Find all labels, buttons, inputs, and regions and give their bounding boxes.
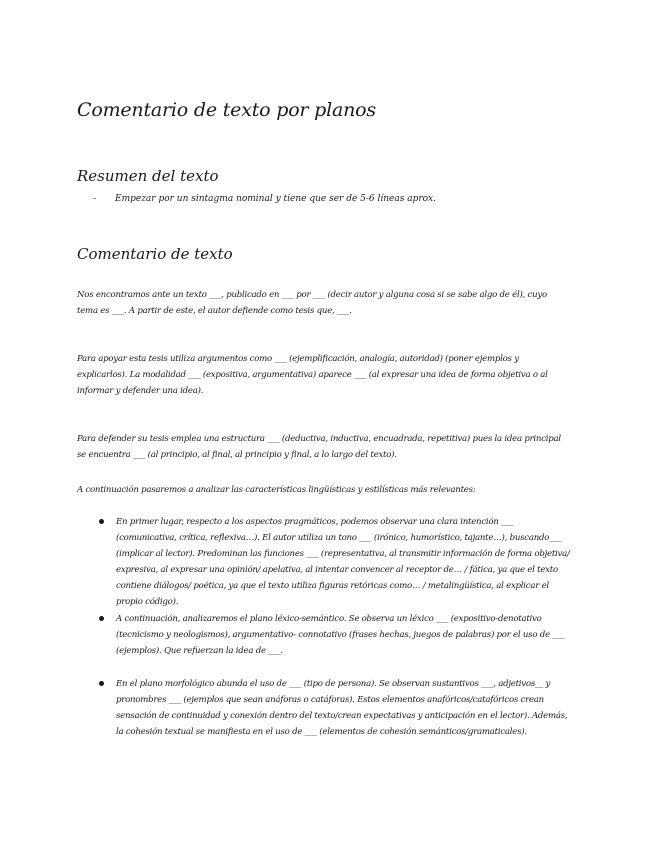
list-item-text: En el plano morfológico abunda el uso de ___ (tipo de persona). Se observan sustantivos ___, adjetivos__ y pronombres ___ (ejemplos que sean anáforas o catáforas). Estos elementos anafóricos/catafóricos crean sensación de continuidad y conexión dentro del texto/crean expectativas y anticipación en el lector). Además, la cohesión textual se manifiesta en el uso de ___ (elementos de cohesión semánticos/gramaticales). [116, 679, 568, 737]
paragraph-argumentos: Para apoyar esta tesis utiliza argumentos como ___ (ejemplificación, analogía, autoridad) (poner ejemplos y explicarlos). La modalidad ___ (expositiva, argumentativa) aparece ___ (al expresar una idea de forma objetiva o al informar y defender una idea). [77, 354, 548, 396]
resumen-item-text: Empezar por un sintagma nominal y tiene que ser de 5-6 líneas aprox. [115, 194, 436, 204]
list-item-morfologico [77, 676, 573, 740]
resumen-list-item [93, 194, 436, 204]
list-item-lexico [77, 611, 573, 659]
list-item-text: A continuación, analizaremos el plano léxico-semántico. Se observa un léxico ___ (expositivo-denotativo (tecnicismo y neologismos), argumentativo- connotativo (frases hechas, juegos de palabras) por el uso de ___ (ejemplos). Que refuerzan la idea de ___. [116, 614, 565, 656]
bullet-dot-icon [99, 616, 104, 621]
paragraph-estructura: Para defender su tesis emplea una estructura ___ (deductiva, inductiva, encuadrada, repetitiva) pues la idea principal se encuentra ___ (al principio, al final, al principio y final, a lo largo del texto). [77, 434, 561, 460]
list-item-text: En primer lugar, respecto a los aspectos pragmáticos, podemos observar una clara intención ___ (comunicativa, crítica, reflexiva…). El autor utiliza un tono ___ (irónico, humorístico, tajante…), buscando___ (implicar al lector). Predominan las funciones ___ (representativa, al transmitir información de forma objetiva/ expresiva, al expresar una opinión/ apelativa, al intentar convencer al receptor de… / fática, ya que el texto contiene diálogos/ poética, ya que el texto utiliza figuras retóricas como… / metalingüística, al explicar el propio código). [116, 517, 570, 607]
section-heading-resumen: Resumen del texto [77, 167, 219, 185]
bullet-dot-icon [99, 681, 104, 686]
dash-marker: - [93, 194, 97, 204]
paragraph-transicion: A continuación pasaremos a analizar las características lingüísticas y estilísticas más relevantes: [77, 485, 476, 495]
section-heading-comentario: Comentario de texto [77, 245, 233, 263]
list-item-pragmatico [77, 514, 573, 610]
document-title: Comentario de texto por planos [77, 99, 376, 121]
paragraph-intro: Nos encontramos ante un texto ___, publicado en ___ por ___ (decir autor y alguna cosa si se sabe algo de él), cuyo tema es ___. A partir de este, el autor defiende como tesis que, ___. [77, 290, 547, 316]
bullet-dot-icon [99, 519, 104, 524]
